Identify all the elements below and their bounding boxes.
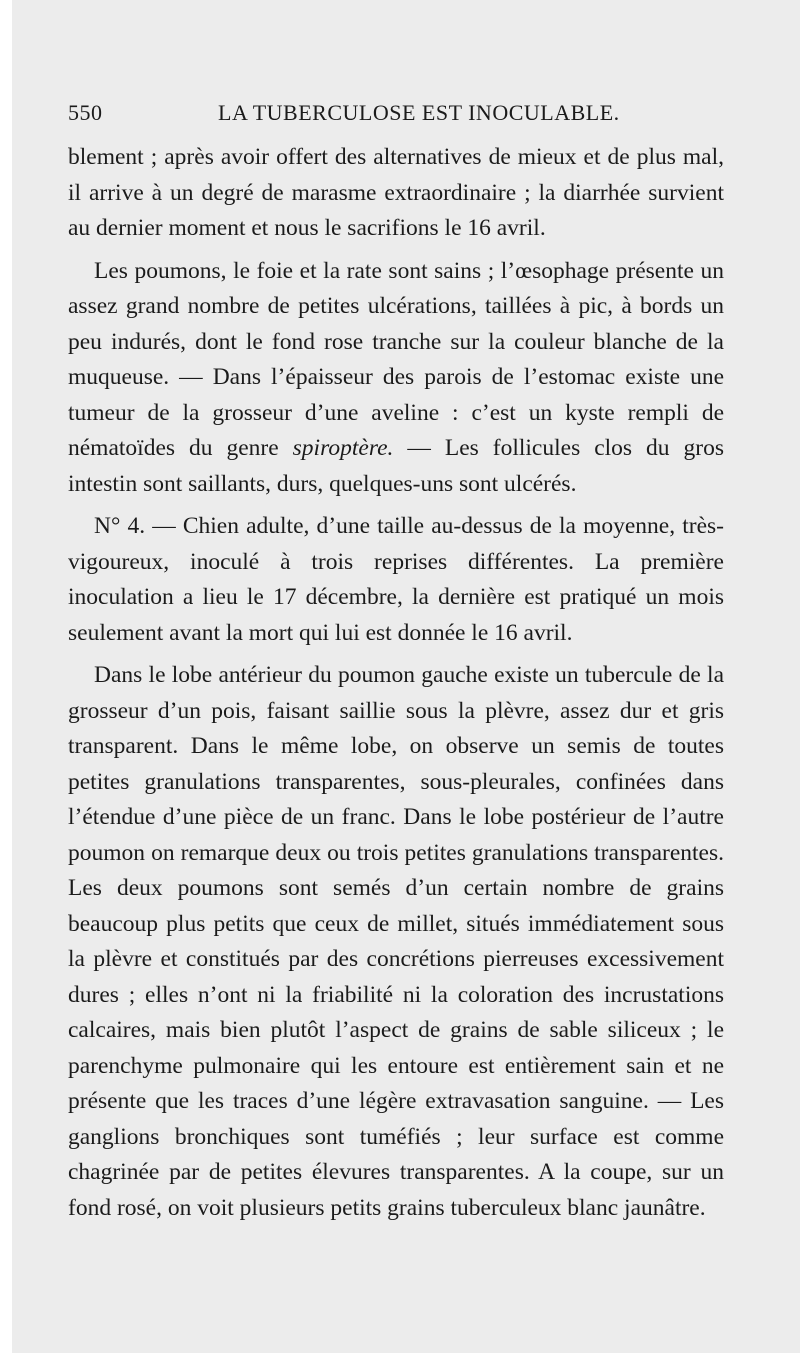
paragraph-lung-findings: Dans le lobe antérieur du poumon gauche existe un tubercule de la grosseur d’un pois, faisant saillie sous la plèvre, assez dur et gris transparent. Dans le même lobe, on observe un semis de toutes petites granulations transparentes, sous-pleurales, confinées dans l’étendue d’une pièce de un franc. Dans le lobe postérieur de l’autre poumon on remarque deux ou trois petites granulations transparentes. Les deux poumons sont semés d’un certain nombre de grains beaucoup plus petits que ceux de millet, situés immédiatement sous la plèvre et constitués par des concrétions pierreuses excessivement dures ; elles n’ont ni la friabilité ni la coloration des incrustations calcaires, mais bien plutôt l’aspect de grains de sable siliceux ; le parenchyme pulmonaire qui les entoure est entièrement sain et ne présente que les traces d’une légère extravasation sanguine. — Les ganglions bronchiques sont tuméfiés ; leur surface est comme chagrinée par de petites élevures transparentes. A la coupe, sur un fond rosé, on voit plusieurs petits grains tuberculeux blanc jaunâtre. [68, 662, 724, 1221]
paragraph-continuation: blement ; après avoir offert des alternatives de mieux et de plus mal, il arrive à un degré de marasme extraordinaire ; la diarrhée survient au dernier moment et nous le sacrifions le 16 avril. [68, 144, 724, 241]
autopsy-text-end: — Les follicules clos du gros intestin sont saillants, durs, quelques-uns sont ulcérés. [68, 435, 724, 497]
paragraph-case-4: N° 4. — Chien adulte, d’une taille au-dessus de la moyenne, très-vigoureux, inoculé à trois reprises différentes. La première inoculation a lieu le 17 décembre, la dernière est pratiqué un mois seulement avant la mort qui lui est donnée le 16 avril. [68, 513, 724, 646]
book-page [12, 0, 800, 1353]
autopsy-text-start: Les poumons, le foie et la rate sont sains ; l’œsophage présente un assez grand nombre de petites ulcérations, taillées à pic, à bords un peu indurés, dont le fond rose tranche sur la couleur blanche de la muqueuse. — Dans l’épaisseur des parois de l’estomac existe une tumeur de la grosseur d’une aveline : c’est un kyste rempli de nématoïdes du genre [68, 257, 724, 461]
paragraph-autopsy-findings [68, 254, 724, 503]
italic-term: spiroptère. [292, 435, 394, 461]
page-number: 550 [68, 100, 103, 125]
running-title: LA TUBERCULOSE EST INOCULABLE. [218, 100, 620, 125]
body-text [68, 140, 724, 1233]
